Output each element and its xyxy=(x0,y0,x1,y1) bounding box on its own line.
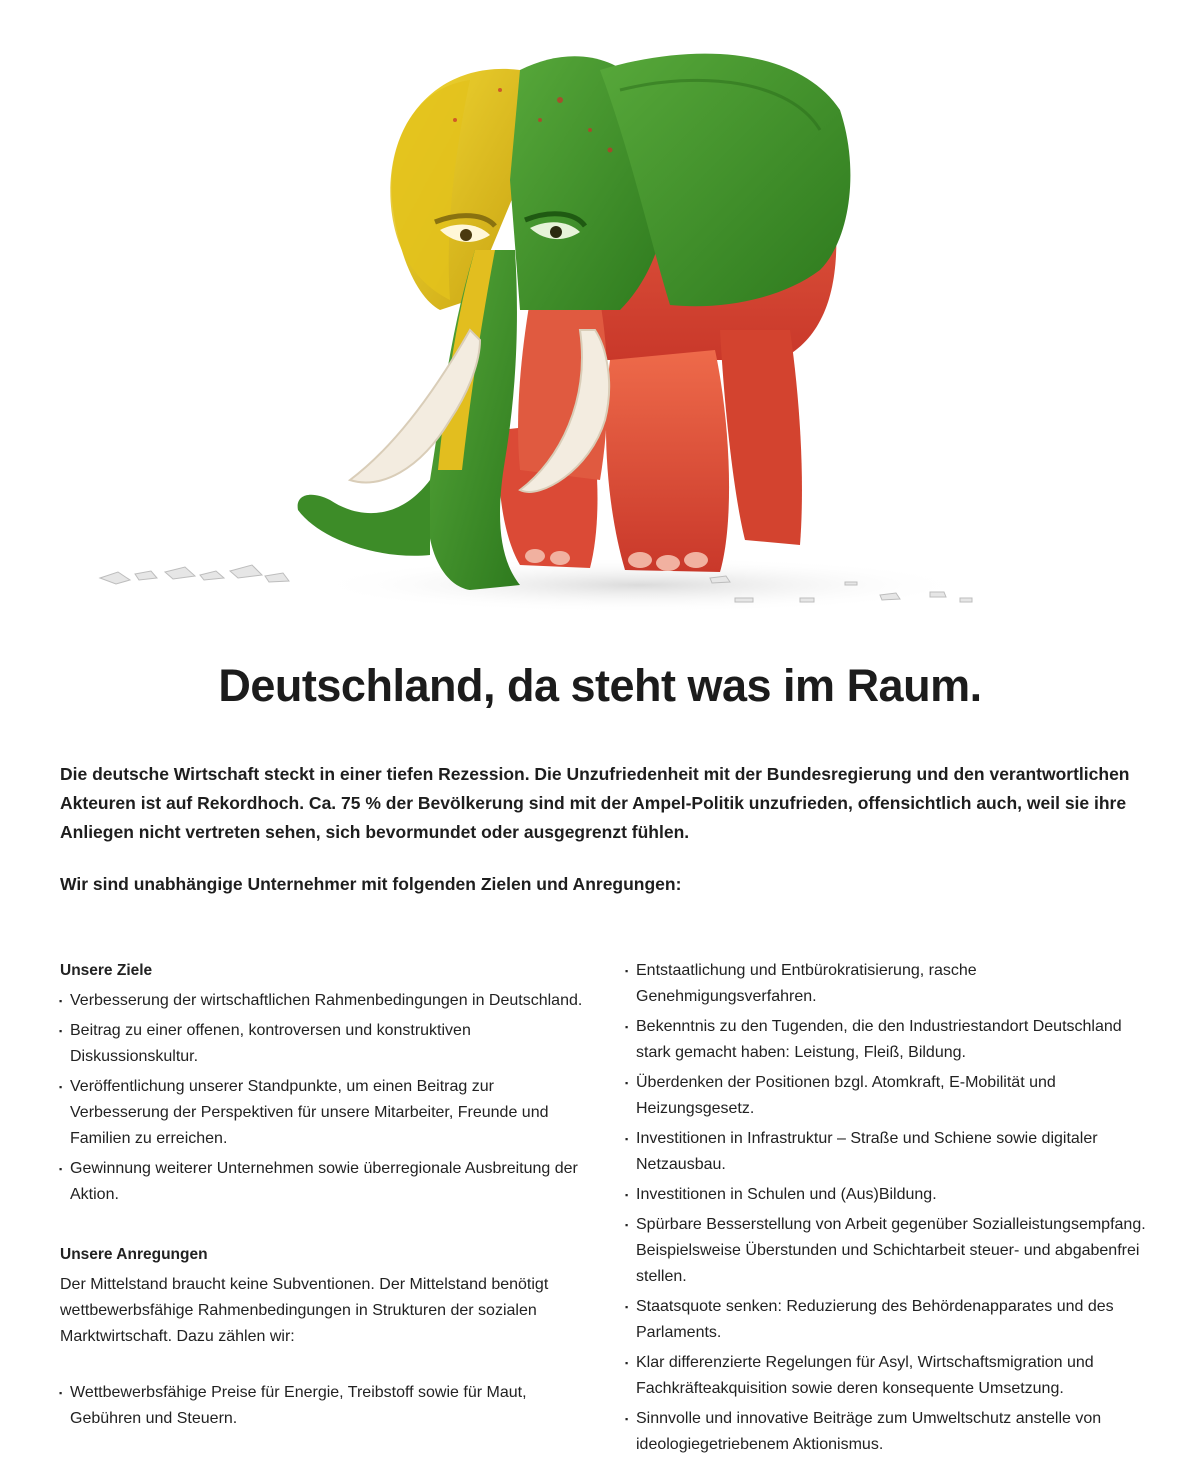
right-column xyxy=(626,958,1156,1462)
anregungen-list-right xyxy=(626,958,1156,1458)
list-item: ▪ Staatsquote senken: Reduzierung des Behördenapparates und des Parlaments. xyxy=(626,1294,1156,1346)
list-item: ▪ Sinnvolle und innovative Beiträge zum Umweltschutz anstelle von ideologiegetriebenem Aktionismus. xyxy=(626,1406,1156,1458)
list-item: ▪ Überdenken der Positionen bzgl. Atomkraft, E-Mobilität und Heizungsgesetz. xyxy=(626,1070,1156,1122)
list-item: ▪ Gewinnung weiterer Unternehmen sowie überregionale Ausbreitung der Aktion. xyxy=(60,1156,590,1208)
list-item: ▪ Klar differenzierte Regelungen für Asyl, Wirtschaftsmigration und Fachkräfteakquisition sowie deren konsequente Umsetzung. xyxy=(626,1350,1156,1402)
anregungen-paragraph: Der Mittelstand braucht keine Subventionen. Der Mittelstand benötigt wettbewerbsfähige Rahmenbedingungen in Strukturen der sozialen Marktwirtschaft. Dazu zählen wir: xyxy=(60,1276,549,1345)
anregungen-list-left xyxy=(60,1380,590,1432)
anregungen-heading: Unsere Anregungen xyxy=(60,1246,208,1263)
lead-statement: Wir sind unabhängige Unternehmer mit folgenden Zielen und Anregungen: xyxy=(60,874,682,894)
list-item: ▪ Wettbewerbsfähige Preise für Energie, Treibstoff sowie für Maut, Gebühren und Steuern. xyxy=(60,1380,590,1432)
list-item: ▪ Veröffentlichung unserer Standpunkte, um einen Beitrag zur Verbesserung der Perspektiven für unsere Mitarbeiter, Freunde und Familien zu erreichen. xyxy=(60,1074,590,1152)
list-item: ▪ Bekenntnis zu den Tugenden, die den Industriestandort Deutschland stark gemacht haben: Leistung, Fleiß, Bildung. xyxy=(626,1014,1156,1066)
list-item: ▪ Spürbare Besserstellung von Arbeit gegenüber Sozialleistungsempfang. Beispielsweise Überstunden und Schichtarbeit steuer- und abgabenfrei stellen. xyxy=(626,1212,1156,1290)
list-item: ▪ Investitionen in Schulen und (Aus)Bildung. xyxy=(626,1182,1156,1208)
ziele-list xyxy=(60,988,590,1208)
list-item: ▪ Beitrag zu einer offenen, kontroversen und konstruktiven Diskussionskultur. xyxy=(60,1018,590,1070)
elephant-illustration xyxy=(0,0,1200,640)
list-item: ▪ Entstaatlichung und Entbürokratisierung, rasche Genehmigungsverfahren. xyxy=(626,958,1156,1010)
list-item: ▪ Investitionen in Infrastruktur – Straße und Schiene sowie digitaler Netzausbau. xyxy=(626,1126,1156,1178)
ziele-heading: Unsere Ziele xyxy=(60,962,153,979)
intro-paragraph: Die deutsche Wirtschaft steckt in einer tiefen Rezession. Die Unzufriedenheit mit der Bundesregierung und den verantwortlichen Akteuren ist auf Rekordhoch. Ca. 75 % der Bevölkerung sind mit der Ampel-Politik unzufrieden, offensichtlich auch, weil sie ihre Anliegen nicht vertreten sehen, sich bevormundet oder ausgegrenzt fühlen. xyxy=(60,764,1130,842)
page-title: Deutschland, da steht was im Raum. xyxy=(218,660,982,711)
list-item: ▪ Verbesserung der wirtschaftlichen Rahmenbedingungen in Deutschland. xyxy=(60,988,590,1014)
left-column xyxy=(60,958,590,1436)
